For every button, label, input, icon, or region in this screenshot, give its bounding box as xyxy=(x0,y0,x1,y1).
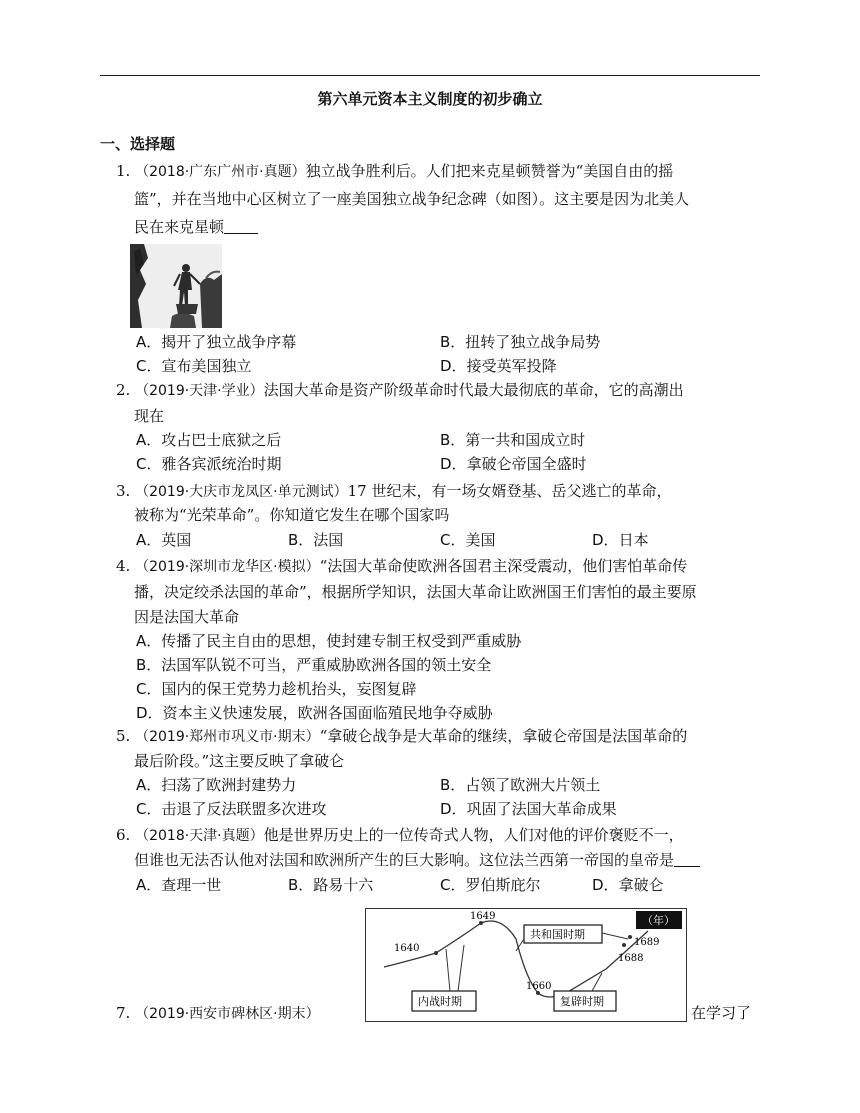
timeline-point-1688 xyxy=(622,943,626,947)
question-5-option-b[interactable]: B．占领了欧洲大片领土 xyxy=(440,776,601,794)
question-6-option-c[interactable]: C．罗伯斯庇尔 xyxy=(440,876,541,894)
question-1-option-d[interactable]: D．接受英军投降 xyxy=(440,357,557,375)
restoration-period-label: 复辟时期 xyxy=(560,995,604,1008)
page-title: 第六单元资本主义制度的初步确立 xyxy=(317,90,543,108)
civil-war-period-label: 内战时期 xyxy=(418,995,462,1008)
question-1-option-c[interactable]: C．宣布美国独立 xyxy=(136,357,252,375)
question-1-line-2: 篮”，并在当地中心区树立了一座美国独立战争纪念碑（如图）。这主要是因为北美人 xyxy=(134,190,690,208)
timeline-point-1689 xyxy=(628,935,632,939)
question-3-option-d[interactable]: D．日本 xyxy=(592,531,649,549)
question-1-option-b[interactable]: B．扭转了独立战争局势 xyxy=(440,333,601,351)
revolutionary-war-monument-photo xyxy=(130,244,222,328)
question-5-line-1: 5. （2019·郑州市巩义市·期末）“拿破仑战争是大革命的继续，拿破仑帝国是法国革命的 xyxy=(116,727,688,745)
question-7-trailing-text: 在学习了 xyxy=(691,1004,752,1022)
question-1-line-1: 1. （2018·广东广州市·真题）独立战争胜利后。人们把来克星顿赞誉为“美国自由的摇 xyxy=(116,162,674,180)
question-4-line-1: 4. （2019·深圳市龙华区·模拟）“法国大革命使欧洲各国君主深受震动，他们害怕革命传 xyxy=(116,557,688,575)
question-6-option-a[interactable]: A．查理一世 xyxy=(136,876,222,894)
question-3-option-a[interactable]: A．英国 xyxy=(136,531,192,549)
question-5-option-d[interactable]: D．巩固了法国大革命成果 xyxy=(440,800,617,818)
year-label-1688: 1688 xyxy=(618,953,644,964)
question-4-line-3: 因是法国大革命 xyxy=(134,608,240,626)
question-6-line-2: 但谁也无法否认他对法国和欧洲所产生的巨大影响。这位法兰西第一帝国的皇帝是 xyxy=(134,850,700,870)
question-2-line-2: 现在 xyxy=(134,407,165,425)
question-number: 1. xyxy=(116,162,131,180)
unit-label: （年） xyxy=(642,914,675,927)
question-1-option-a[interactable]: A．揭开了独立战争序幕 xyxy=(136,333,297,351)
question-3-line-2: 被称为“光荣革命”。你知道它发生在哪个国家吗 xyxy=(134,506,450,524)
commonwealth-period-label: 共和国时期 xyxy=(530,928,585,941)
section-heading: 一、选择题 xyxy=(100,135,176,153)
question-3-option-c[interactable]: C．美国 xyxy=(440,531,496,549)
question-source: （2018·广东广州市·真题） xyxy=(135,164,306,180)
question-4-option-b[interactable]: B．法国军队锐不可当，严重威胁欧洲各国的领土安全 xyxy=(136,656,492,674)
question-3-line-1: 3. （2019·大庆市龙凤区·单元测试）17 世纪末，有一场女婿登基、岳父逃亡的革命， xyxy=(116,482,672,500)
year-label-1689: 1689 xyxy=(634,937,660,948)
question-6-option-b[interactable]: B．路易十六 xyxy=(288,876,374,894)
question-5-option-c[interactable]: C．击退了反法联盟多次进攻 xyxy=(136,800,327,818)
question-3-option-b[interactable]: B．法国 xyxy=(288,531,344,549)
timeline-curve xyxy=(384,921,648,997)
question-4-option-c[interactable]: C．国内的保王党势力趁机抬头，妄图复辟 xyxy=(136,680,417,698)
question-1-line-3: 民在来克星顿 xyxy=(134,217,258,237)
question-2-option-d[interactable]: D．拿破仑帝国全盛时 xyxy=(440,455,587,473)
answer-blank xyxy=(224,217,258,234)
english-revolution-timeline-diagram xyxy=(365,908,687,1022)
year-label-1649: 1649 xyxy=(470,911,496,922)
question-2-option-b[interactable]: B．第一共和国成立时 xyxy=(440,431,586,449)
year-label-1660: 1660 xyxy=(526,981,552,992)
question-5-option-a[interactable]: A．扫荡了欧洲封建势力 xyxy=(136,776,297,794)
question-4-option-a[interactable]: A．传播了民主自由的思想，使封建专制王权受到严重威胁 xyxy=(136,632,522,650)
timeline-point-1640 xyxy=(434,951,438,955)
question-6-option-d[interactable]: D．拿破仑 xyxy=(592,876,664,894)
top-rule xyxy=(100,75,760,76)
question-2-option-a[interactable]: A．攻占巴士底狱之后 xyxy=(136,431,282,449)
question-2-option-c[interactable]: C．雅各宾派统治时期 xyxy=(136,455,282,473)
question-4-option-d[interactable]: D．资本主义快速发展，欧洲各国面临殖民地争夺威胁 xyxy=(136,704,493,722)
question-5-line-2: 最后阶段。”这主要反映了拿破仑 xyxy=(134,752,345,770)
question-4-line-2: 播，决定绞杀法国的革命”，根据所学知识，法国大革命让欧洲国王们害怕的最主要原 xyxy=(134,583,697,601)
question-2-line-1: 2. （2019·天津·学业）法国大革命是资产阶级革命时代最大最彻底的革命，它的高潮出 xyxy=(116,381,684,399)
answer-blank xyxy=(674,850,700,867)
question-7-line-1: 7. （2019·西安市碑林区·期末） xyxy=(116,1004,320,1022)
question-6-line-1: 6. （2018·天津·真题）他是世界历史上的一位传奇式人物，人们对他的评价褒贬不一， xyxy=(116,826,684,844)
year-label-1640: 1640 xyxy=(394,943,420,954)
